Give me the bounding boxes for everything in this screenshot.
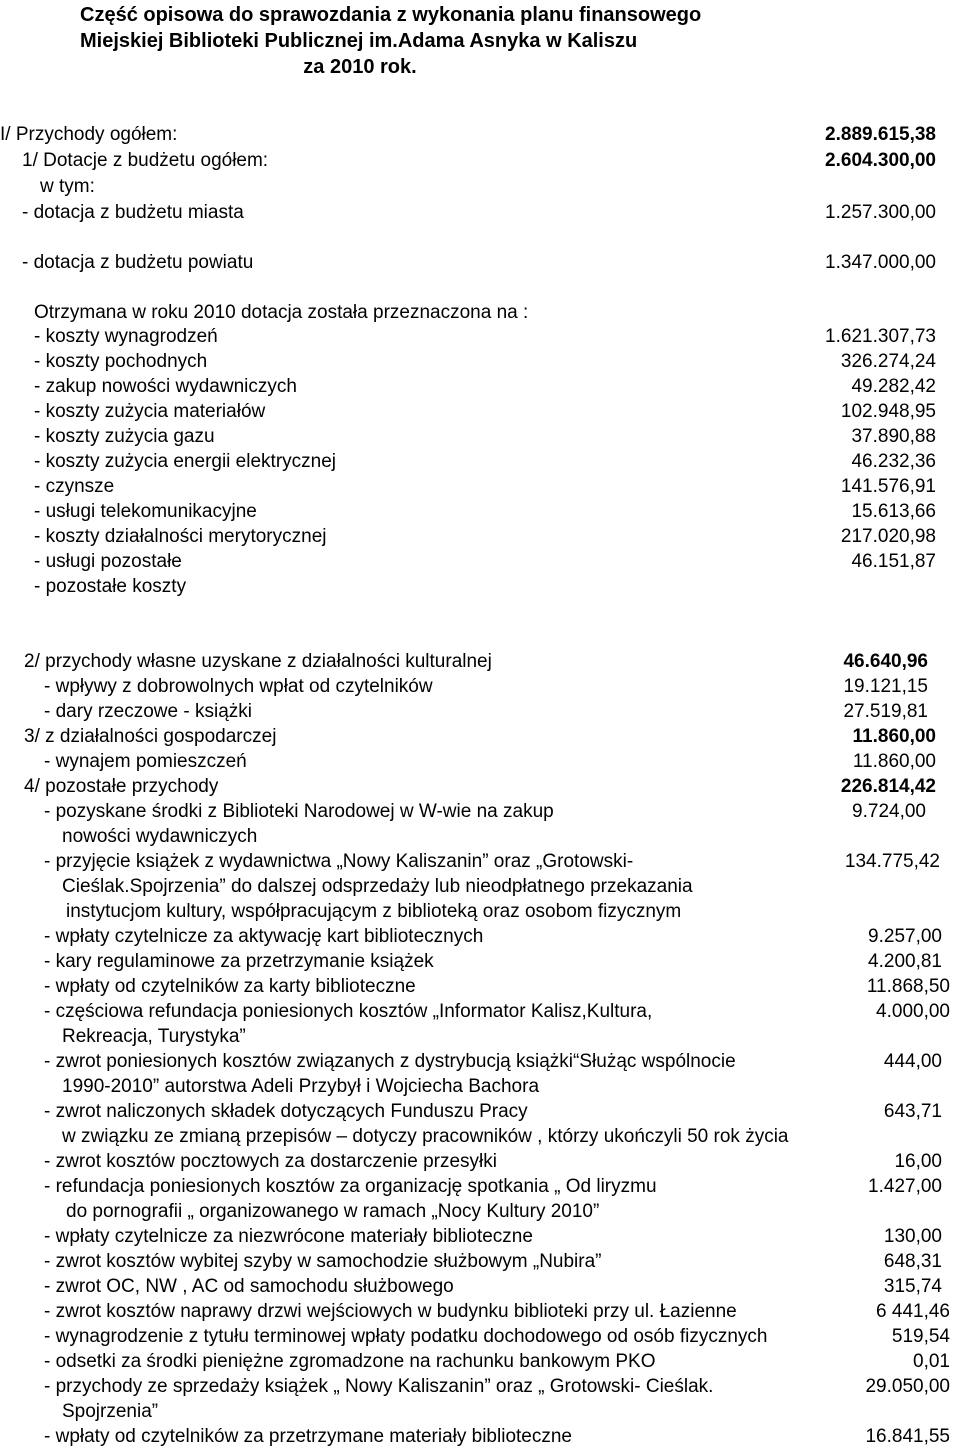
other-item-line: - kary regulaminowe za przetrzymanie książek — [44, 951, 434, 972]
other-item-value: 4.200,81 — [868, 951, 942, 972]
purpose-item-label: - czynsze — [34, 476, 115, 497]
purpose-item-label: - usługi telekomunikacyjne — [34, 501, 257, 522]
purpose-item-label: - koszty wynagrodzeń — [34, 326, 218, 347]
other-item-line: - wpłaty od czytelników za przetrzymane materiały biblioteczne — [44, 1426, 572, 1447]
county-grant-label: - dotacja z budżetu powiatu — [22, 252, 254, 273]
other-item-line: instytucjom kultury, współpracującym z biblioteką oraz osobom fizycznym — [66, 901, 682, 922]
purpose-item-value: 217.020,98 — [840, 526, 936, 547]
other-item-value: 11.868,50 — [866, 976, 950, 997]
other-item-line: - wpłaty czytelnicze za niezwrócone materiały biblioteczne — [44, 1226, 533, 1247]
other-item-line: - wpłaty czytelnicze za aktywację kart bibliotecznych — [44, 926, 484, 947]
doc-title-line2: Miejskiej Biblioteki Publicznej im.Adama Asnyka w Kaliszu — [80, 30, 638, 52]
other-item-value: 4.000,00 — [876, 1001, 950, 1022]
grant-purpose-label: Otrzymana w roku 2010 dotacja została przeznaczona na : — [34, 302, 529, 323]
purpose-item-label: - koszty zużycia energii elektrycznej — [34, 451, 336, 472]
other-item-line: - częściowa refundacja poniesionych kosztów „Informator Kalisz,Kultura, — [44, 1001, 653, 1022]
other-item-value: 134.775,42 — [844, 851, 940, 872]
city-grant-label: - dotacja z budżetu miasta — [22, 202, 244, 223]
purpose-item-label: - usługi pozostałe — [34, 551, 182, 572]
purpose-item-value: 49.282,42 — [851, 376, 936, 397]
grants-label: 1/ Dotacje z budżetu ogółem: — [22, 150, 269, 171]
other-item-value: 16,00 — [894, 1151, 942, 1172]
purpose-item-value: 37.890,88 — [851, 426, 936, 447]
purpose-item-value: 141.576,91 — [840, 476, 936, 497]
other-item-value: 29.050,00 — [865, 1376, 950, 1397]
purpose-item-label: - zakup nowości wydawniczych — [34, 376, 297, 397]
other-item-line: do pornografii „ organizowanego w ramach „Nocy Kultury 2010” — [66, 1201, 600, 1222]
other-item-line: nowości wydawniczych — [62, 826, 258, 847]
other-item-line: w związku ze zmianą przepisów – dotyczy pracowników , którzy ukończyli 50 rok życia — [62, 1126, 789, 1147]
purpose-item-value: 46.151,87 — [851, 551, 936, 572]
own-item-label: - dary rzeczowe - książki — [44, 701, 252, 722]
other-item-value: 9.257,00 — [868, 926, 942, 947]
business-label: 3/ z działalności gospodarczej — [24, 726, 277, 747]
business-value: 11.860,00 — [852, 726, 936, 747]
other-item-line: - przyjęcie książek z wydawnictwa „Nowy Kaliszanin” oraz „Grotowski- — [44, 851, 634, 872]
other-income-value: 226.814,42 — [840, 776, 936, 797]
other-item-value: 16.841,55 — [865, 1426, 950, 1447]
purpose-item-value: 102.948,95 — [840, 401, 936, 422]
other-item-line: - zwrot poniesionych kosztów związanych z dystrybucją książki“Służąc wspólnocie — [44, 1051, 736, 1072]
other-item-line: - zwrot kosztów pocztowych za dostarczenie przesyłki — [44, 1151, 497, 1172]
total-income-value: 2.889.615,38 — [825, 124, 936, 145]
purpose-item-label: - koszty zużycia gazu — [34, 426, 215, 447]
other-item-value: 0,01 — [913, 1351, 950, 1372]
purpose-item-label: - koszty zużycia materiałów — [34, 401, 266, 422]
other-income-label: 4/ pozostałe przychody — [24, 776, 219, 797]
other-item-line: - wynagrodzenie z tytułu terminowej wpłaty podatku dochodowego od osób fizycznych — [44, 1326, 768, 1347]
other-item-value: 519,54 — [891, 1326, 950, 1347]
business-item-value: 11.860,00 — [852, 751, 936, 772]
other-item-line: - zwrot OC, NW , AC od samochodu służbowego — [44, 1276, 454, 1297]
purpose-item-label: - pozostałe koszty — [34, 576, 187, 597]
purpose-item-value: 326.274,24 — [840, 351, 936, 372]
doc-title-line3: za 2010 rok. — [303, 56, 417, 78]
other-item-value: 643,71 — [883, 1101, 942, 1122]
other-item-line: - zwrot kosztów wybitej szyby w samochodzie służbowym „Nubira” — [44, 1251, 602, 1272]
in-that-label: w tym: — [40, 176, 95, 197]
county-grant-value: 1.347.000,00 — [825, 252, 936, 273]
own-income-label: 2/ przychody własne uzyskane z działalności kulturalnej — [24, 651, 492, 672]
other-item-value: 9.724,00 — [852, 801, 926, 822]
other-item-line: - zwrot naliczonych składek dotyczących Funduszu Pracy — [44, 1101, 528, 1122]
other-item-line: - wpłaty od czytelników za karty biblioteczne — [44, 976, 416, 997]
other-item-value: 315,74 — [883, 1276, 942, 1297]
other-item-line: Cieślak.Spojrzenia” do dalszej odsprzedaży lub nieodpłatnego przekazania — [62, 876, 693, 897]
purpose-item-value: 46.232,36 — [851, 451, 936, 472]
purpose-item-value: 1.621.307,73 — [825, 326, 936, 347]
business-item-label: - wynajem pomieszczeń — [44, 751, 247, 772]
grants-value: 2.604.300,00 — [825, 150, 936, 171]
other-item-line: - odsetki za środki pieniężne zgromadzone na rachunku bankowym PKO — [44, 1351, 656, 1372]
purpose-item-label: - koszty pochodnych — [34, 351, 208, 372]
own-item-value: 27.519,81 — [843, 701, 928, 722]
purpose-item-value: 15.613,66 — [851, 501, 936, 522]
city-grant-value: 1.257.300,00 — [825, 202, 936, 223]
own-item-value: 19.121,15 — [843, 676, 928, 697]
other-item-line: - refundacja poniesionych kosztów za organizację spotkania „ Od liryzmu — [44, 1176, 657, 1197]
other-item-line: Spojrzenia” — [62, 1401, 159, 1422]
other-item-line: - pozyskane środki z Biblioteki Narodowej w W-wie na zakup — [44, 801, 554, 822]
other-item-line: - zwrot kosztów naprawy drzwi wejściowych w budynku biblioteki przy ul. Łazienne — [44, 1301, 737, 1322]
other-item-value: 1.427,00 — [868, 1176, 942, 1197]
other-item-value: 648,31 — [883, 1251, 942, 1272]
total-income-label: I/ Przychody ogółem: — [0, 124, 178, 145]
other-item-value: 6 441,46 — [876, 1301, 950, 1322]
doc-title-line1: Część opisowa do sprawozdania z wykonania planu finansowego — [80, 4, 702, 26]
own-item-label: - wpływy z dobrowolnych wpłat od czytelników — [44, 676, 433, 697]
other-item-value: 130,00 — [883, 1226, 942, 1247]
other-item-value: 444,00 — [883, 1051, 942, 1072]
other-item-line: Rekreacja, Turystyka” — [62, 1026, 246, 1047]
other-item-line: - przychody ze sprzedaży książek „ Nowy Kaliszanin” oraz „ Grotowski- Cieślak. — [44, 1376, 714, 1397]
purpose-item-label: - koszty działalności merytorycznej — [34, 526, 327, 547]
other-item-line: 1990-2010” autorstwa Adeli Przybył i Wojciecha Bachora — [62, 1076, 540, 1097]
own-income-value: 46.640,96 — [843, 651, 928, 672]
